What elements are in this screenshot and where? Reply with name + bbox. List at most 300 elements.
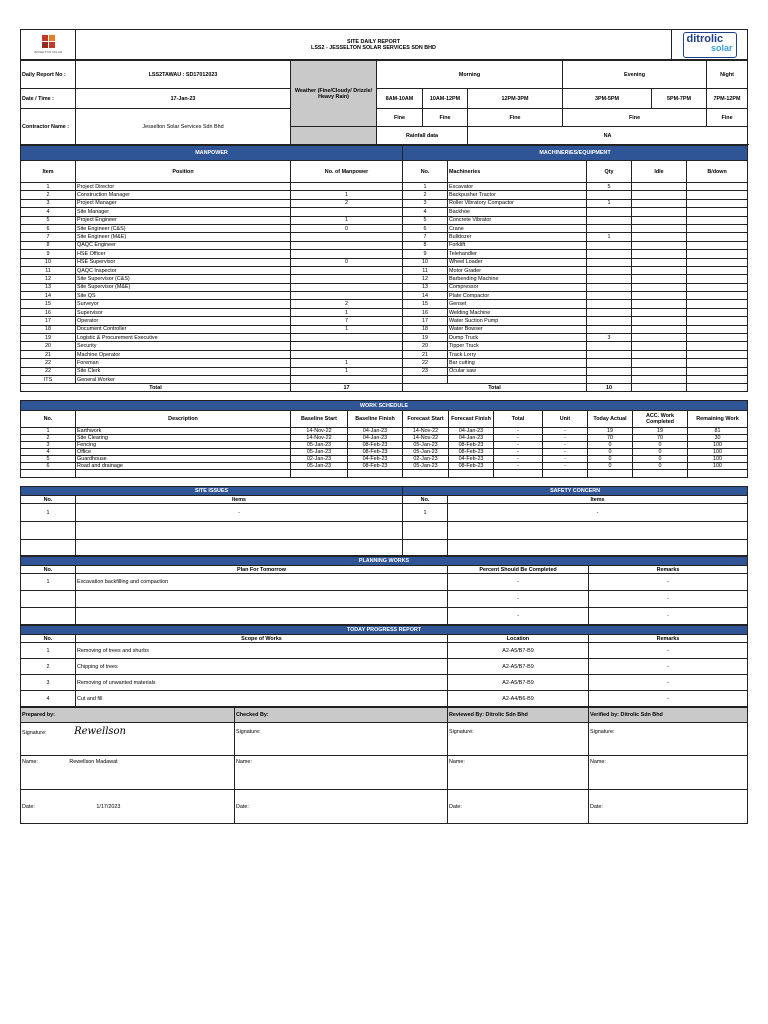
verified-signature-label: Signature: [589, 723, 748, 756]
ws-cell: 100 [688, 463, 748, 470]
site-issue-item: - [76, 504, 403, 522]
mc-name: Welding Machine [448, 308, 587, 316]
ws-cell: 70 [588, 435, 633, 442]
ws-cell: 0 [588, 463, 633, 470]
mc-no: 5 [403, 216, 448, 224]
mc-name: Barbending Machine [448, 275, 587, 283]
mc-bdown [687, 199, 748, 207]
table-row [21, 442, 748, 449]
mc-header-bdown: B/down [687, 161, 748, 183]
mc-idle [632, 216, 687, 224]
mc-no: 9 [403, 250, 448, 258]
mp-position: Site Supervisor (M&E) [76, 283, 291, 291]
mp-header-position: Position [76, 161, 291, 183]
manpower-row [21, 208, 748, 216]
mc-bdown [687, 258, 748, 266]
ws-header-4: Forecast Start [403, 411, 449, 428]
mc-name: Roller Vibratory Compactor [448, 199, 587, 207]
mc-idle [632, 367, 687, 375]
site-issues-h-no: No. [21, 496, 76, 504]
list-item [21, 608, 748, 625]
rainfall-value: NA [468, 127, 748, 145]
mc-no: 7 [403, 233, 448, 241]
mc-idle [632, 317, 687, 325]
machinery-title: MACHINERIES/EQUIPMENT [403, 146, 748, 161]
prepared-signature: Rewellson [74, 726, 126, 738]
mc-qty [587, 292, 632, 300]
mc-name: Excavator [448, 183, 587, 191]
mc-header-qty: Qty [587, 161, 632, 183]
mp-count: 1 [291, 367, 403, 375]
planning-plan [76, 591, 448, 608]
verified-by-label: Verified by: Ditrolic Sdn Bhd [589, 708, 748, 723]
mc-idle [632, 266, 687, 274]
weather-4: Fine [563, 109, 707, 127]
ws-cell: 0 [633, 463, 688, 470]
planning-title: PLANNING WORKS [21, 557, 748, 566]
progress-remarks: - [589, 691, 748, 707]
ws-cell: 0 [588, 456, 633, 463]
mp-count [291, 350, 403, 358]
progress-h-no: No. [21, 635, 76, 643]
reviewed-date-label: Date: [448, 790, 589, 824]
ws-cell: 30 [688, 435, 748, 442]
mc-bdown [687, 183, 748, 191]
mp-position: Site Engineer (C&S) [76, 224, 291, 232]
mp-total-label: Total [21, 384, 291, 392]
checked-signature-label: Signature: [235, 723, 448, 756]
contractor-label: Contractor Name : [21, 109, 76, 145]
mp-count [291, 292, 403, 300]
mp-item-no: 12 [21, 275, 76, 283]
progress-location: A2-A5/B7-B9 [448, 659, 589, 675]
mp-count: 2 [291, 300, 403, 308]
progress-no: 2 [21, 659, 76, 675]
ws-cell: 1 [21, 428, 76, 435]
mc-qty: 3 [587, 334, 632, 342]
mp-item-no: 11 [21, 266, 76, 274]
mp-count: 7 [291, 317, 403, 325]
ws-header-10: Remaining Work [688, 411, 748, 428]
safety-issue-item: - [448, 504, 748, 522]
ws-cell: 4 [21, 449, 76, 456]
ws-cell: 08-Feb-23 [348, 449, 403, 456]
mc-empty [403, 375, 448, 383]
mp-item-no: 18 [21, 325, 76, 333]
ws-cell: 05-Jan-23 [291, 442, 348, 449]
mc-qty: 5 [587, 183, 632, 191]
mc-no: 1 [403, 183, 448, 191]
planning-remarks: - [589, 591, 748, 608]
reviewed-by-label: Reviewed By: Ditrolic Sdn Bhd [448, 708, 589, 723]
progress-scope: Removing of unwanted materials [76, 675, 448, 691]
mc-qty [587, 367, 632, 375]
ws-cell: 0 [633, 442, 688, 449]
mp-position: Security [76, 342, 291, 350]
mc-name: Plate Compactor [448, 292, 587, 300]
mc-no: 15 [403, 300, 448, 308]
mp-position: Site Supervisor (C&S) [76, 275, 291, 283]
ws-cell: - [494, 428, 543, 435]
ws-cell: 02-Jan-23 [291, 456, 348, 463]
ws-header-3: Baseline Finish [348, 411, 403, 428]
ws-cell: 08-Feb-23 [449, 449, 494, 456]
mc-qty [587, 359, 632, 367]
planning-plan [76, 608, 448, 625]
mc-no: 18 [403, 325, 448, 333]
progress-h-scope: Scope of Works [76, 635, 448, 643]
ws-cell: 100 [688, 442, 748, 449]
ws-header-7: Unit [543, 411, 588, 428]
manpower-row [21, 233, 748, 241]
mp-item-no: 15 [21, 300, 76, 308]
mp-position: Machine Operator [76, 350, 291, 358]
mc-qty [587, 250, 632, 258]
night-label: Night [707, 61, 748, 89]
progress-no: 3 [21, 675, 76, 691]
left-logo-caption: JESSELTON SOLAR [33, 49, 63, 54]
ws-cell: 04-Feb-23 [348, 456, 403, 463]
mc-no: 21 [403, 350, 448, 358]
mp-item-no: 10 [21, 258, 76, 266]
planning-h-pct: Percent Should Be Completed [448, 566, 589, 574]
planning-no: 1 [21, 574, 76, 591]
mc-qty [587, 325, 632, 333]
manpower-row [21, 258, 748, 266]
weather-label: Weather (Fine/Cloudy/ Drizzle/ Heavy Rain) [291, 61, 377, 127]
mp-count: 1 [291, 359, 403, 367]
mc-header-idle: Idle [632, 161, 687, 183]
mp-item-no: 22 [21, 367, 76, 375]
ws-cell: - [543, 449, 588, 456]
mc-idle [632, 342, 687, 350]
signoff-table [20, 707, 748, 824]
manpower-row [21, 317, 748, 325]
mp-item-no: 16 [21, 308, 76, 316]
ws-header-0: No. [21, 411, 76, 428]
mc-qty [587, 224, 632, 232]
checked-date-label: Date: [235, 790, 448, 824]
manpower-total-row [21, 384, 748, 392]
ws-cell: Road and drainage [76, 463, 291, 470]
ws-cell: 14-Nov-22 [403, 435, 449, 442]
ws-cell: 05-Jan-23 [291, 463, 348, 470]
ws-cell: 19 [588, 428, 633, 435]
planning-pct: - [448, 608, 589, 625]
progress-location: A2-A5/B7-B9 [448, 675, 589, 691]
mp-count: 0 [291, 224, 403, 232]
mc-bdown [687, 224, 748, 232]
planning-pct: - [448, 591, 589, 608]
mp-item-no: 14 [21, 292, 76, 300]
table-row [21, 456, 748, 463]
slot-4: 3PM-5PM [563, 89, 652, 109]
mc-idle [632, 359, 687, 367]
ws-cell: - [494, 456, 543, 463]
report-header [20, 29, 748, 60]
mc-bdown [687, 191, 748, 199]
ws-cell: 81 [688, 428, 748, 435]
planning-h-plan: Plan For Tomorrow [76, 566, 448, 574]
list-item [21, 574, 748, 591]
mc-qty [587, 208, 632, 216]
date-value: 17-Jan-23 [76, 89, 291, 109]
mc-idle [632, 283, 687, 291]
site-issues-h-items: Items [76, 496, 403, 504]
mc-name: Tipper Truck [448, 342, 587, 350]
ws-cell: - [494, 442, 543, 449]
ws-header-6: Total [494, 411, 543, 428]
mp-item-no: 13 [21, 283, 76, 291]
mc-no: 4 [403, 208, 448, 216]
manpower-row [21, 275, 748, 283]
report-no-label: Daily Report No : [21, 61, 76, 89]
ws-cell: 04-Jan-23 [348, 435, 403, 442]
mc-name: Concrete Vibrator [448, 216, 587, 224]
mc-qty [587, 216, 632, 224]
ws-cell: Earthwork [76, 428, 291, 435]
mp-position: Logistic & Procurement Executive [76, 334, 291, 342]
ws-cell: 05-Jan-23 [403, 463, 449, 470]
mp-position: Project Engineer [76, 216, 291, 224]
ws-cell: 08-Feb-23 [449, 463, 494, 470]
mc-name: Crane [448, 224, 587, 232]
mp-count: 1 [291, 325, 403, 333]
mp-item-no: 6 [21, 224, 76, 232]
list-item [21, 591, 748, 608]
ws-cell: 08-Feb-23 [348, 463, 403, 470]
mc-idle [632, 250, 687, 258]
report-info [20, 60, 748, 145]
report-title: SITE DAILY REPORT [346, 38, 401, 45]
manpower-row [21, 375, 748, 383]
ws-cell: 14-Nov-22 [403, 428, 449, 435]
work-schedule-title: WORK SCHEDULE [21, 401, 748, 411]
mp-count: 1 [291, 216, 403, 224]
progress-no: 1 [21, 643, 76, 659]
mp-item-no: 5 [21, 216, 76, 224]
mc-qty [587, 283, 632, 291]
mp-position: HSE Officer [76, 250, 291, 258]
ws-cell: 100 [688, 449, 748, 456]
manpower-title: MANPOWER [21, 146, 403, 161]
mc-name: Water Suction Pump [448, 317, 587, 325]
slot-5: 5PM-7PM [652, 89, 707, 109]
ws-cell: - [543, 456, 588, 463]
mp-count [291, 275, 403, 283]
mc-bdown [687, 367, 748, 375]
evening-label: Evening [563, 61, 707, 89]
mp-item-no: 21 [21, 350, 76, 358]
list-item [21, 675, 748, 691]
report-title-cell [76, 30, 672, 60]
ws-cell: 0 [588, 449, 633, 456]
mp-count [291, 342, 403, 350]
mp-position: HSE Supervisor [76, 258, 291, 266]
ws-header-2: Baseline Start [291, 411, 348, 428]
mc-no: 8 [403, 241, 448, 249]
mc-empty [587, 375, 632, 383]
safety-issue-no: 1 [403, 504, 448, 522]
slot-3: 12PM-3PM [468, 89, 563, 109]
mp-count [291, 241, 403, 249]
progress-scope: Cut and fill [76, 691, 448, 707]
mc-bdown [687, 300, 748, 308]
reviewed-signature-label: Signature: [448, 723, 589, 756]
ws-header-9: ACC. Work Completed [633, 411, 688, 428]
mc-qty [587, 191, 632, 199]
manpower-row [21, 191, 748, 199]
mp-item-no: ITS [21, 375, 76, 383]
ws-cell: - [543, 463, 588, 470]
mp-position: General Worker [76, 375, 291, 383]
mc-qty [587, 258, 632, 266]
mp-count [291, 375, 403, 383]
mc-bdown [687, 325, 748, 333]
manpower-row [21, 250, 748, 258]
contractor-value: Jesselton Solar Services Sdn Bhd [76, 109, 291, 145]
mc-no: 16 [403, 308, 448, 316]
mc-idle [632, 191, 687, 199]
prepared-by-label: Prepared by: [21, 708, 235, 723]
ws-cell: 04-Jan-23 [449, 428, 494, 435]
mp-position: Site Engineer (M&E) [76, 233, 291, 241]
checked-name-label: Name: [235, 756, 448, 790]
prepared-date: 1/17/2023 [96, 803, 121, 810]
weather-5: Fine [707, 109, 748, 127]
mp-count: 1 [291, 308, 403, 316]
mc-no: 10 [403, 258, 448, 266]
mc-name: Telehandler [448, 250, 587, 258]
mc-name: Track Lorry [448, 350, 587, 358]
mp-position: Site Manager [76, 208, 291, 216]
ditrolic-logo-icon: ditrolic solar [683, 32, 737, 58]
planning-h-remarks: Remarks [589, 566, 748, 574]
mc-no: 12 [403, 275, 448, 283]
mc-idle [632, 233, 687, 241]
prepared-signature-label: Signature: [22, 730, 47, 737]
planning-no [21, 591, 76, 608]
safety-concern-title: SAFETY CONCERN [403, 487, 748, 496]
manpower-row [21, 241, 748, 249]
mp-item-no: 22 [21, 359, 76, 367]
mc-bdown [687, 233, 748, 241]
right-logo [672, 30, 748, 60]
ws-cell: 0 [588, 442, 633, 449]
mc-bdown [687, 250, 748, 258]
mp-count [291, 266, 403, 274]
ws-cell: - [543, 428, 588, 435]
mp-position: QAQC Inspector [76, 266, 291, 274]
mp-header-item: Item [21, 161, 76, 183]
mc-idle [632, 241, 687, 249]
ws-header-8: Today Actual [588, 411, 633, 428]
left-logo [21, 30, 76, 60]
mp-item-no: 1 [21, 183, 76, 191]
progress-location: A2-A5/B7-B9 [448, 643, 589, 659]
progress-h-loc: Location [448, 635, 589, 643]
manpower-row [21, 342, 748, 350]
ws-cell: 08-Feb-23 [449, 442, 494, 449]
manpower-row [21, 334, 748, 342]
prepared-name: Rewellson Madawat [69, 759, 118, 766]
mc-qty [587, 317, 632, 325]
planning-remarks: - [589, 574, 748, 591]
mc-no: 3 [403, 199, 448, 207]
verified-date-label: Date: [589, 790, 748, 824]
mp-item-no: 9 [21, 250, 76, 258]
company-name: LSS2 - JESSELTON SOLAR SERVICES SDN BHD [311, 44, 436, 51]
mc-bdown [687, 359, 748, 367]
mc-name: Motor Grader [448, 266, 587, 274]
progress-remarks: - [589, 675, 748, 691]
mc-name: Forklift [448, 241, 587, 249]
ws-cell: 05-Jan-23 [403, 449, 449, 456]
ws-cell: 6 [21, 463, 76, 470]
mc-idle [632, 224, 687, 232]
ws-header-1: Description [76, 411, 291, 428]
ws-cell: Guardhouse [76, 456, 291, 463]
jesselton-logo-icon [28, 33, 68, 55]
ws-cell: - [543, 435, 588, 442]
mc-name: Backhoe [448, 208, 587, 216]
manpower-row [21, 224, 748, 232]
mp-count: 2 [291, 199, 403, 207]
mp-item-no: 8 [21, 241, 76, 249]
table-row [21, 435, 748, 442]
mc-idle [632, 308, 687, 316]
progress-no: 4 [21, 691, 76, 707]
prepared-name-label: Name: [22, 759, 38, 766]
ws-cell: 0 [633, 456, 688, 463]
mc-qty [587, 308, 632, 316]
mc-name: Compressor [448, 283, 587, 291]
date-label: Date / Time : [21, 89, 76, 109]
mc-name: Water Bowser [448, 325, 587, 333]
mc-no: 2 [403, 191, 448, 199]
mc-idle-total [632, 384, 687, 392]
ws-cell: 0 [633, 449, 688, 456]
ws-cell: Site Clearing [76, 435, 291, 442]
mc-bdown [687, 334, 748, 342]
table-row [21, 463, 748, 470]
list-item [21, 643, 748, 659]
mp-count [291, 283, 403, 291]
mc-empty [448, 375, 587, 383]
manpower-row [21, 292, 748, 300]
ws-cell: Office [76, 449, 291, 456]
list-item [21, 659, 748, 675]
mc-idle [632, 334, 687, 342]
progress-scope: Chipping of trees [76, 659, 448, 675]
ws-header-5: Forecast Finish [449, 411, 494, 428]
weather-3: Fine [468, 109, 563, 127]
planning-pct: - [448, 574, 589, 591]
planning-table [20, 556, 748, 625]
mc-name: Wheel Loader [448, 258, 587, 266]
verified-name-label: Name: [589, 756, 748, 790]
progress-scope: Removing of trees and shurbs [76, 643, 448, 659]
mc-qty [587, 241, 632, 249]
manpower-row [21, 350, 748, 358]
manpower-row [21, 216, 748, 224]
manpower-machinery-table [20, 145, 748, 392]
slot-6: 7PM-12PM [707, 89, 748, 109]
mp-item-no: 3 [21, 199, 76, 207]
mc-bdown [687, 216, 748, 224]
ws-cell: 3 [21, 442, 76, 449]
mc-no: 20 [403, 342, 448, 350]
